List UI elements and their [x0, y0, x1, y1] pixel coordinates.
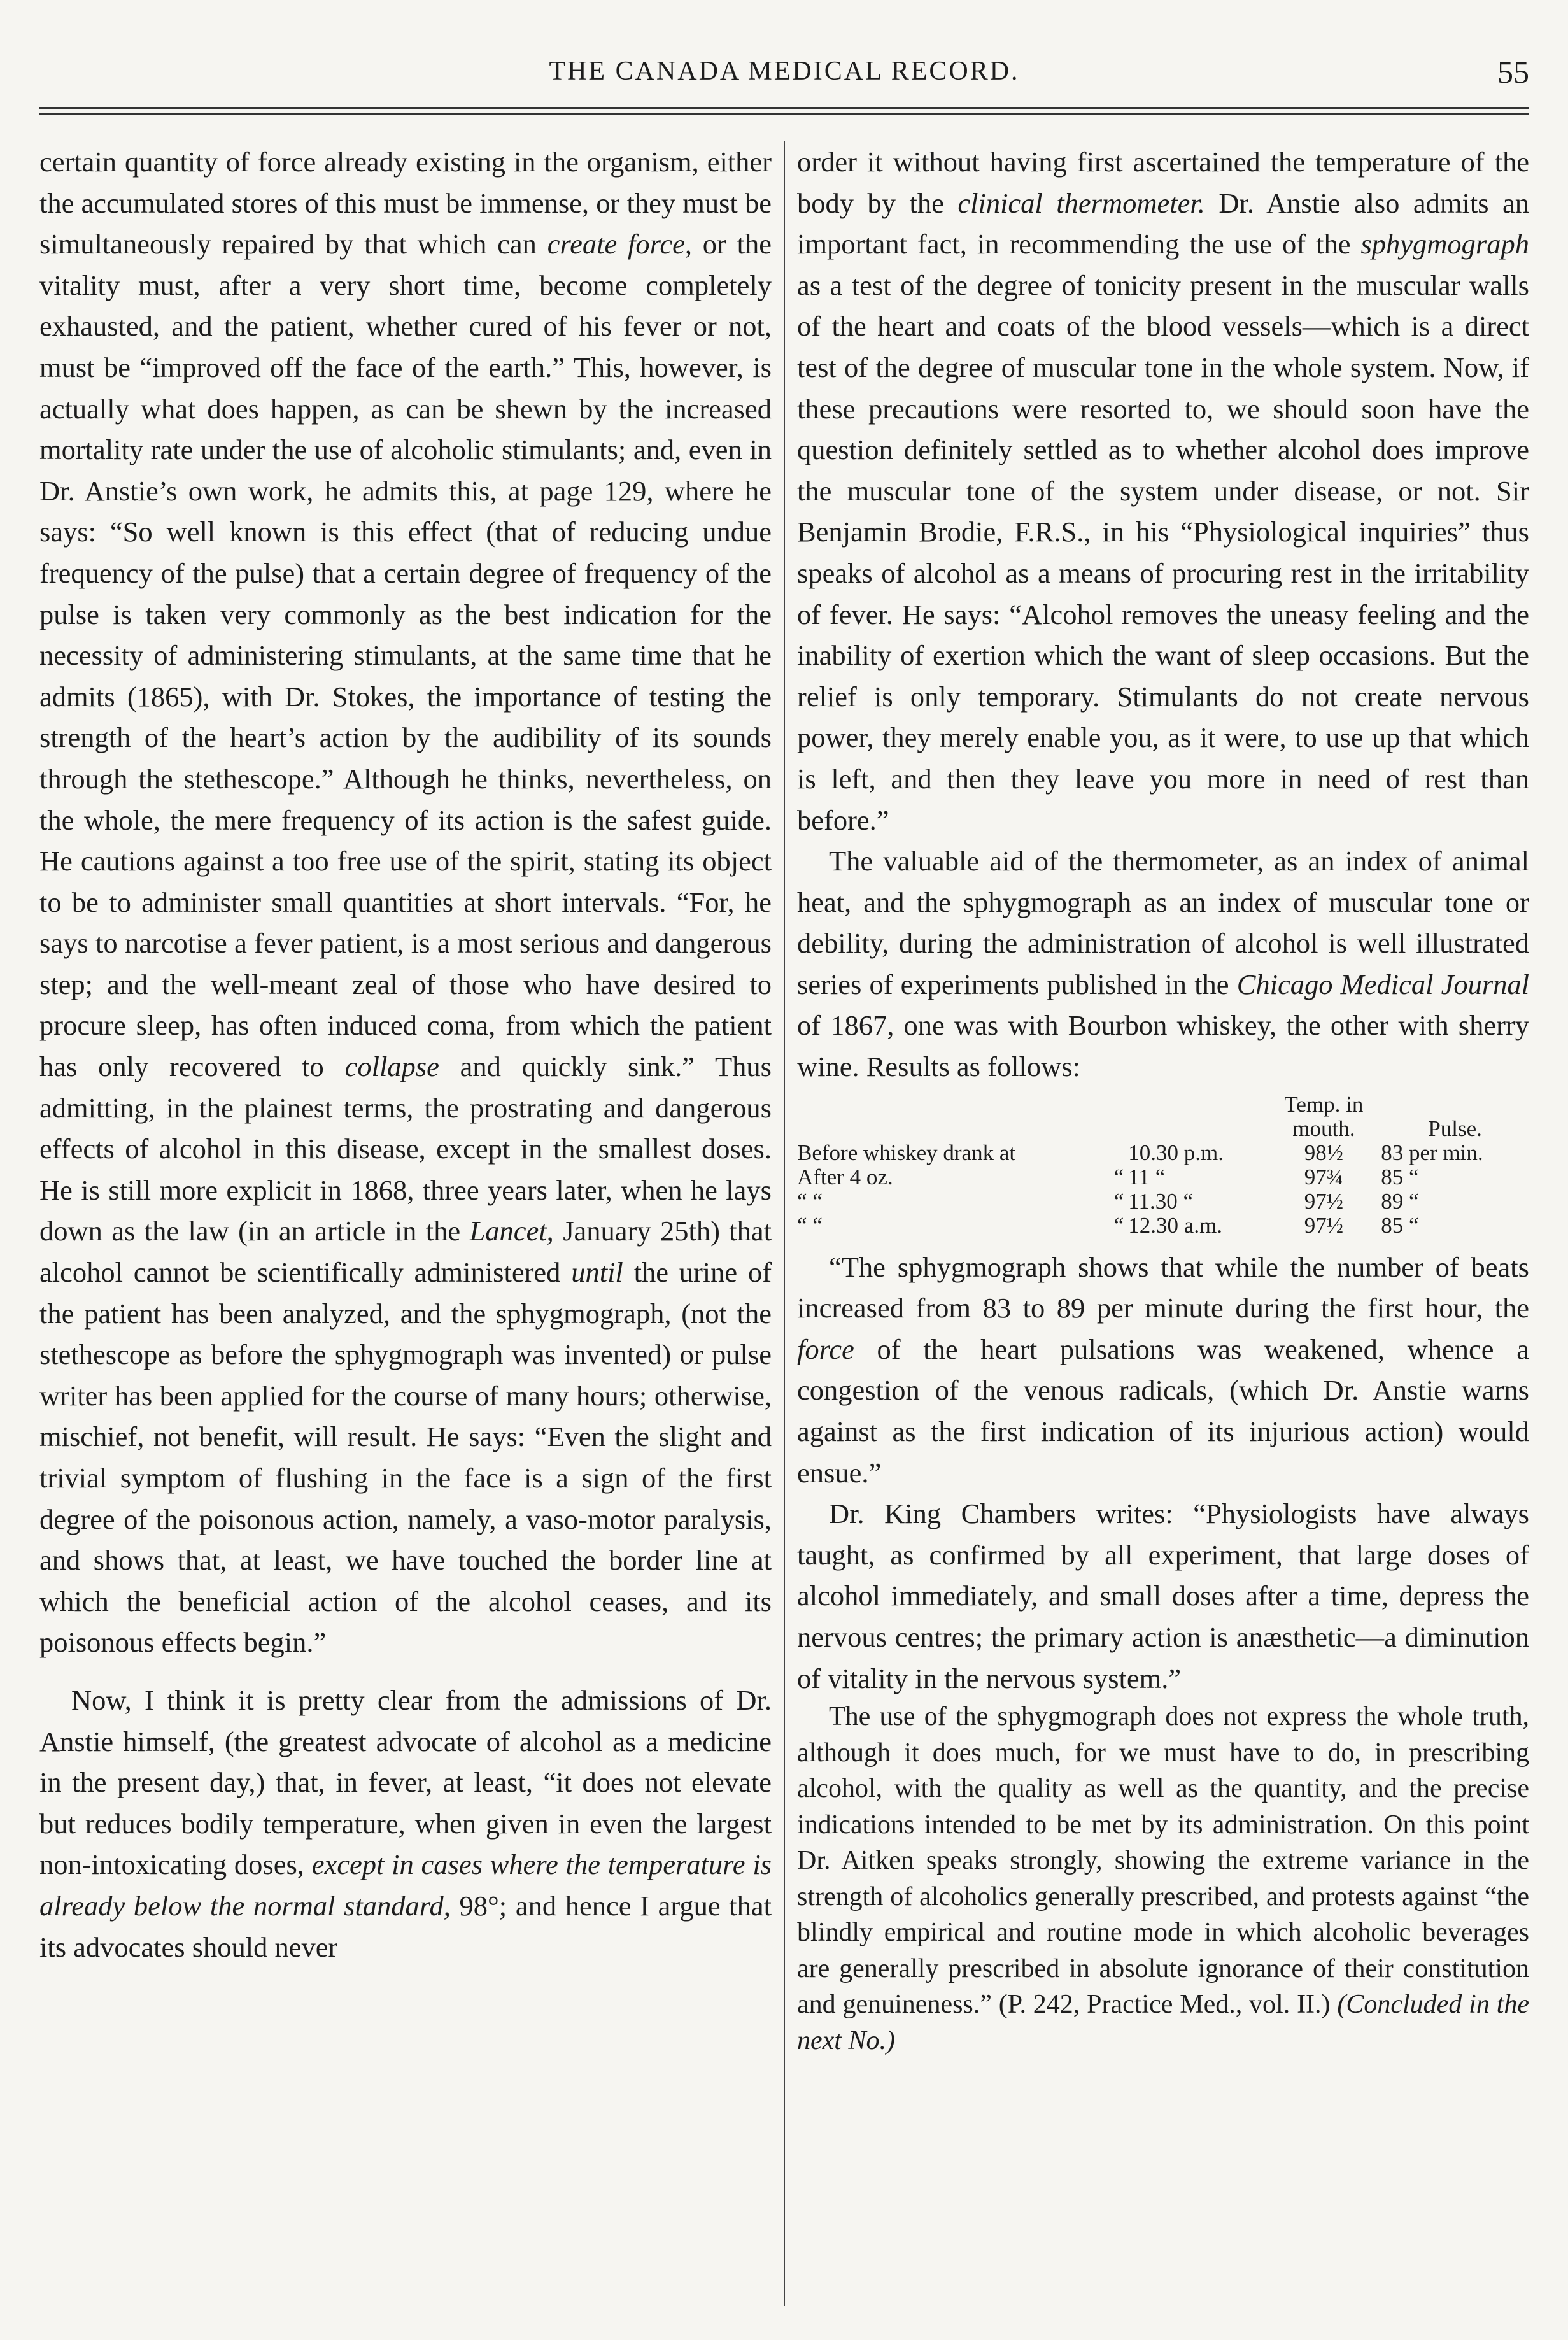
- column-divider: [784, 141, 785, 2306]
- right-paragraph-2: The valuable aid of the thermometer, as an index of animal heat, and the sphygmograph as an index of muscular tone or debility, during the administration of alcohol is well illustrated series of experiments published in the Chicago Medical Journal of 1867, one was with Bourbon whiskey, the other with sherry wine. Results as follows:: [797, 845, 1529, 1083]
- header-rule-top: [39, 107, 1529, 109]
- left-paragraph-1: certain quantity of force already existing in the organism, either the accumulated stores of this must be immense, or they must be simultaneously repaired by that which can create force, or the vitality must, after a very short time, become completely exhausted, and the patient, whether cured of his fever or not, must be “improved off the face of the earth.” This, however, is actually what does happen, as can be shewn by the increased mortality rate under the use of alcoholic stimulants; and, even in Dr. Anstie’s own work, he admits this, at page 129, where he says: “So well known is this effect (that of reducing undue frequency of the pulse) that a certain degree of frequency of the pulse is taken very commonly as the best indication for the necessity of administering stimulants, at the same time that he admits (1865), with Dr. Stokes, the importance of testing the strength of the heart’s action by the audibility of its sounds through the stethescope.” Although he thinks, nevertheless, on the whole, the mere frequency of its action is the safest guide. He cautions against a too free use of the spirit, stating its object to be to administer small quantities at short intervals. “For, he says to narcotise a fever patient, is a most serious and dangerous step; and the well-meant zeal of those who have desired to procure sleep, has often induced coma, from which the patient has only recovered to collapse and quickly sink.” Thus admitting, in the plainest terms, the prostrating and dangerous effects of alcohol in this disease, except in the smallest doses. He is still more explicit in 1868, three years later, when he lays down as the law (in an article in the Lancet, January 25th) that alcohol cannot be scientifically administered until the urine of the patient has been analyzed, and the sphygmograph, (not the stethescope as before the sphygmograph was invented) or pulse writer has been applied for the course of many hours; otherwise, mischief, not benefit, will result. He says: “Even the slight and trivial symptom of flushing in the face is a sign of the first degree of the poisonous action, namely, a vaso-motor paralysis, and shows that, at least, we have touched the border line at which the beneficial action of the alcohol ceases, and its poisonous effects begin.”: [39, 146, 772, 1659]
- left-paragraph-2: Now, I think it is pretty clear from the admissions of Dr. Anstie himself, (the greatest advocate of alcohol as a medicine in the present day,) that, in fever, at least, “it does not elevate but reduces bodily temperature, when given in even the largest non-intoxicating doses, except in cases where the temperature is already below the normal standard, 98°; and hence I argue that its advocates should never: [39, 1684, 772, 1963]
- temp-header: Temp. in mouth.: [1284, 1091, 1364, 1141]
- table-row: After 4 oz. “ 11 “ 97¾ 85 “: [797, 1164, 1419, 1189]
- page-header: [39, 50, 1529, 94]
- table-row: “ “ “ 11.30 “ 97½ 89 “: [797, 1188, 1419, 1214]
- table-row: “ “ “ 12.30 a.m. 97½ 85 “: [797, 1212, 1419, 1238]
- page-number: 55: [1497, 54, 1529, 90]
- table-header-row: [797, 1093, 1529, 1141]
- right-paragraph-1: order it without having first ascertained the temperature of the body by the clinical thermometer. Dr. Anstie also admits an important fact, in recommending the use of the sphygmograph as a test of the degree of tonicity present in the muscular walls of the heart and coats of the blood vessels—which is a direct test of the degree of muscular tone in the whole system. Now, if these precautions were resorted to, we should soon have the question definitely settled as to whether alcohol does improve the muscular tone of the system under disease, or not. Sir Benjamin Brodie, F.R.S., in his “Physiological inquiries” thus speaks of alcohol as a means of procuring rest in the irritability of fever. He says: “Alcohol removes the uneasy feeling and the inability of exertion which the want of sleep occasions. But the relief is only temporary. Stimulants do not create nervous power, they merely enable you, as it were, to use up that which is left, and then they leave you more in need of rest than before.”: [797, 146, 1529, 836]
- right-paragraph-3: “The sphygmograph shows that while the number of beats increased from 83 to 89 per minute during the first hour, the force of the heart pulsations was weakened, whence a congestion of the venous radicals, (which Dr. Anstie warns against as the first indication of its injurious action) would ensue.”: [797, 1251, 1529, 1489]
- table-row: Before whiskey drank at 10.30 p.m. 98½ 83 per min.: [797, 1140, 1483, 1165]
- right-paragraph-4: Dr. King Chambers writes: “Physiologists have always taught, as confirmed by all experiment, that large doses of alcohol immediately, and small doses after a time, depress the nervous centres; the primary action is anæsthetic—a diminution of vitality in the nervous system.”: [797, 1498, 1529, 1694]
- header-rule-bottom: [39, 113, 1529, 115]
- continuation-note: (Concluded in the next No.): [797, 1990, 1529, 2055]
- right-paragraph-5: The use of the sphygmograph does not express the whole truth, although it does much, for we must have to do, in prescribing alcohol, with the quality as well as the quantity, and the precise indications intended to be met by its administration. On this point Dr. Aitken speaks strongly, showing the extreme variance in the strength of alcoholics generally prescribed, and protests against “the blindly empirical and routine mode in which alcoholic beverages are generally prescribed in absolute ignorance of their constitution and genuineness.” (P. 242, Practice Med., vol. II.) (Concluded in the next No.): [797, 1702, 1529, 2055]
- left-column: [39, 141, 772, 2316]
- right-column: [797, 141, 1529, 2316]
- results-table: [797, 1093, 1529, 1238]
- pulse-header: Pulse.: [1428, 1116, 1482, 1141]
- running-title: THE CANADA MEDICAL RECORD.: [549, 57, 1020, 86]
